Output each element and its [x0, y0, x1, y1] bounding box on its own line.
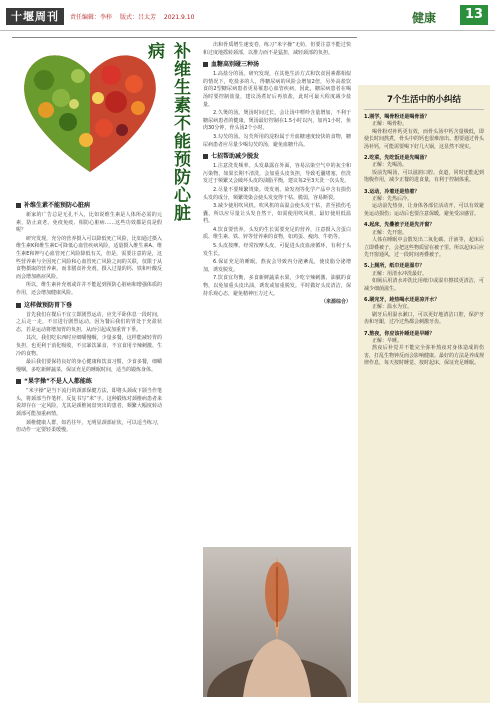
- section-heading: “果字操”不是人人都能练: [16, 377, 162, 386]
- paragraph: 研究发现，充分的营养摄入可以降低死亡风险，比如通过摄入维生素K和维生素C可降低心血管疾病风险，适量摄入维生素A、维生素E和钾与心血管死亡风险降低有关，但是，需要注意的是，这些营养素与全因死亡风险和心血管死亡风险之间的关联，仅限于从食物摄取的营养素，而非膳食补充剂。摄入过量的钙、铁和叶酸反而会增加癌症风险。: [16, 235, 162, 280]
- paragraph: 5.头皮按摩。经常按摩头皮，可促进头皮血液循环，有利于头发生长。: [203, 243, 351, 257]
- tip-item: [358, 155, 490, 185]
- tip-item: [358, 297, 490, 327]
- tip-item: [358, 114, 490, 151]
- section-name: 健康: [412, 11, 437, 25]
- sidebar-title: 7个生活中的小纠结: [364, 85, 484, 110]
- tip-question: 6.刷完牙，趁热喝水还是凉开水？: [364, 296, 440, 303]
- bullet-square-icon: [16, 203, 21, 208]
- tip-item: [358, 263, 490, 293]
- tip-body: 如厕后用清水冲洗比用纸巾或湿巾擦拭更清洁，可减少细菌滋生。: [364, 278, 484, 292]
- tip-answer: 正解：先喝汤。: [372, 162, 408, 169]
- tip-question: 7.熬夜，你应该补睡还是早睡？: [364, 330, 435, 337]
- masthead: 十堰周刊: [6, 8, 64, 25]
- tip-body: 运动前先热身，让身体各部位活动开，可以有效避免运动损伤；运动后也要注意保暖，避免受凉感冒。: [364, 203, 484, 217]
- tip-item: [358, 331, 490, 368]
- divider: [12, 37, 357, 38]
- section-heading: 七招帮助减少脱发: [203, 152, 351, 161]
- column-1: [16, 198, 162, 436]
- paragraph: 4.饮食要营养。头发的生长需要充足的营养，注意摄入含蛋白质、维生素、铁、锌等营养素的食物，如鸡蛋、瘦肉、牛奶等。: [203, 226, 351, 241]
- paragraph: “米字操”是当下流行的颈部保健方法，即将头颈或下颌当作笔头，将颈部当作笔杆，反复书写“米”字。这种锻炼对颈椎病患者来说却存在一定风险，尤其是颈椎间盘突出的患者，频繁大幅度转动颈部可能加重病情。: [16, 388, 162, 418]
- editor-credit: 责任编辑：李梓: [70, 14, 113, 21]
- paragraph: 2.久煲的汤。煲汤时间过长，会让汤中嘌呤含量增加，不利于糖尿病患者的健康。煲汤最好控制在1.5小时以内，加内1小时，鱼肉30分钟，骨头汤2个小时。: [203, 110, 351, 132]
- page-header: [0, 0, 495, 31]
- paragraph: 颈椎健康人群，如若往年，无明显颈部症状，可以适当练习，但动作一定要轻柔缓慢。: [16, 419, 162, 434]
- tip-item: [358, 189, 490, 219]
- article-title: 补维生素不能预防心脏病: [144, 42, 190, 222]
- tip-answer: 正解：早睡。: [372, 337, 403, 344]
- tip-answer: 正解：喝骨粉。: [372, 121, 408, 128]
- tip-answer: 正解：温水为宜。: [372, 304, 413, 311]
- tip-body: 刷牙后用温水漱口，可以更好地清洁口腔，保护牙齿和牙龈，过冷过热都会刺激牙齿。: [364, 311, 484, 326]
- bullet-square-icon: [203, 62, 208, 67]
- heart-of-vegetables-illustration: [16, 40, 164, 180]
- tip-question: 4.起床，先叠被子还是先开窗？: [364, 222, 435, 229]
- tip-question: 2.吃菜，先吃饭还是先喝汤？: [364, 155, 430, 162]
- paragraph: 3.勾芡的汤。勾芡所用的淀粉属于升血糖速度较快的食物，糖尿病患者应尽量少喝勾芡的汤，避免血糖升高。: [203, 133, 351, 148]
- paragraph: 1.高盐分的汤。研究发现，在其他生活方式和饮食因素都相似的情况下，吃盐多的人，得糖尿病的风险会增加2倍，另外高盐饮食的2型糖尿病患者更易罹患心血管疾病，因此，糖尿病患者在喝汤时要控制盐量，建议汤煮好后再放盐，此时可最大程度减少盐量。: [203, 71, 351, 108]
- paragraph: 其次，我们吃东西时应细嚼慢咽，少量多餐，这样能减轻胃的负担，也更利于消化吸收，不宜暴饮暴食，不宜食用辛辣刺激、生冷的食物。: [16, 335, 162, 357]
- paragraph: 1.注意洗发频率。头发暴露在外面，容易沾染空气中的灰尘和污染物，如果长期不清洗，会加重头皮负担，导致毛囊堵塞，但洗发过于频繁又会破坏头皮的油脂平衡，建议每2至3天洗一次头发。: [203, 163, 351, 185]
- tip-question: 3.运动，冷着还是热着？: [364, 188, 420, 195]
- tip-body: 熬夜后补觉并不能完全弥补熬夜对身体造成的伤害，打乱生物钟反而会影响健康。最好的方法是养成规律作息，每天按时睡觉、按时起床，保证充足睡眠。: [364, 345, 485, 367]
- designer-credit: 版式：吕太芳: [119, 14, 156, 21]
- paragraph: 6.保证充足的睡眠。熬夜会导致内分泌紊乱，使皮脂分泌增加，诱发脱发。: [203, 259, 351, 273]
- section-heading: 血糖高别碰三种汤: [203, 60, 351, 69]
- source-credit: （来源综合）: [320, 299, 351, 306]
- tip-body: 喝骨粉对补钙更有效，而骨头汤中钙含量极低，即使长时间熬煮，骨头中的钙也很难溶出。想要通过骨头汤补钙，可能需要喝下好几大锅，这显然不现实。: [364, 128, 485, 150]
- tips-sidebar: [358, 85, 490, 703]
- bullet-square-icon: [16, 303, 21, 308]
- issue-date: 2021.9.10: [163, 14, 195, 21]
- section-heading: 这样做预防胃下垂: [16, 301, 162, 310]
- paragraph: 7.饮食宜均衡，多食新鲜蔬菜水果，少吃辛辣刺激、油腻的食物，以免加重头皮出油，诱发或加重脱发。平时做好头皮清洁，保持乐观心态，避免精神压力过大。: [203, 275, 351, 297]
- tip-body: 人体在睡眠中会散发出二氧化碳、汗液等，起床后立即叠被子，会把这些物质留在被子里。所以起床后应先开窗通风，过一段时间再叠被子。: [364, 237, 485, 258]
- tip-body: 饭前先喝汤，可以滋润口腔、食道，同时还能起到饱腹作用，减少正餐的进食量，有利于控制体重。: [364, 169, 484, 184]
- tip-answer: 正解：用清水冲洗最好。: [372, 270, 428, 277]
- paragraph: 出和骨质增生速变卷，练习“米字操”无妨，但要注意不能过快和过度地摇转颈部，以推力而不是猛扭，减轻颈部的负担。: [203, 42, 351, 56]
- tip-item: [358, 222, 490, 259]
- section-heading: 补维生素不能预防心脏病: [16, 201, 162, 210]
- tip-question: 1.刚学，喝骨粉还是喝骨汤？: [364, 114, 430, 120]
- photo-hands-holding-leaves: [203, 547, 351, 697]
- paragraph: 3.减少使用吹风机。吹风机的高温会使头发干枯，甚至损伤毛囊，所以应尽量让头发自然干，如需使用吹风机，最好使用低温档。: [203, 203, 351, 225]
- paragraph: 2.尽量不要频繁烫染。烫发剂、染发剂等化学产品中含有损伤头发的成分，频繁烫染会使头发变得干枯、脆弱，容易断裂。: [203, 186, 351, 201]
- bullet-square-icon: [203, 154, 208, 159]
- paragraph: 所以，维生素补充剂或许并不能起到预防心脏病和增强体质的作用，还会增加健康风险。: [16, 282, 162, 296]
- paragraph: 首先我们在餐后不宜立即剧烈运动，应先平卧休息一段时间，之后走一走，不宜进行剧烈运动。因为餐后我们的胃处于充盈状态，若是运动将增加胃的负担，从而引起或加重胃下垂。: [16, 311, 162, 333]
- header-meta: [70, 12, 200, 21]
- page-number: 13: [460, 5, 488, 25]
- tip-answer: 正解：先开窗。: [372, 229, 408, 236]
- tip-question: 5.上厕所，纸巾还是湿巾？: [364, 263, 425, 270]
- column-2: [203, 42, 351, 307]
- paragraph: 最后我们要保持良好的身心健康和饮食习惯，少食多餐，细嚼慢咽，多吃新鲜蔬菜，保证充足的睡眠时间，适当的锻炼身体。: [16, 359, 162, 373]
- paragraph: 新家的广告总是无孔不入，比如说维生素是人体所必需的元素，防止衰老、免疫免疫、相防心脏病……这些功效都是真是假呢？: [16, 212, 162, 234]
- bullet-square-icon: [16, 379, 21, 384]
- tip-answer: 正解：先热后冷。: [372, 196, 413, 203]
